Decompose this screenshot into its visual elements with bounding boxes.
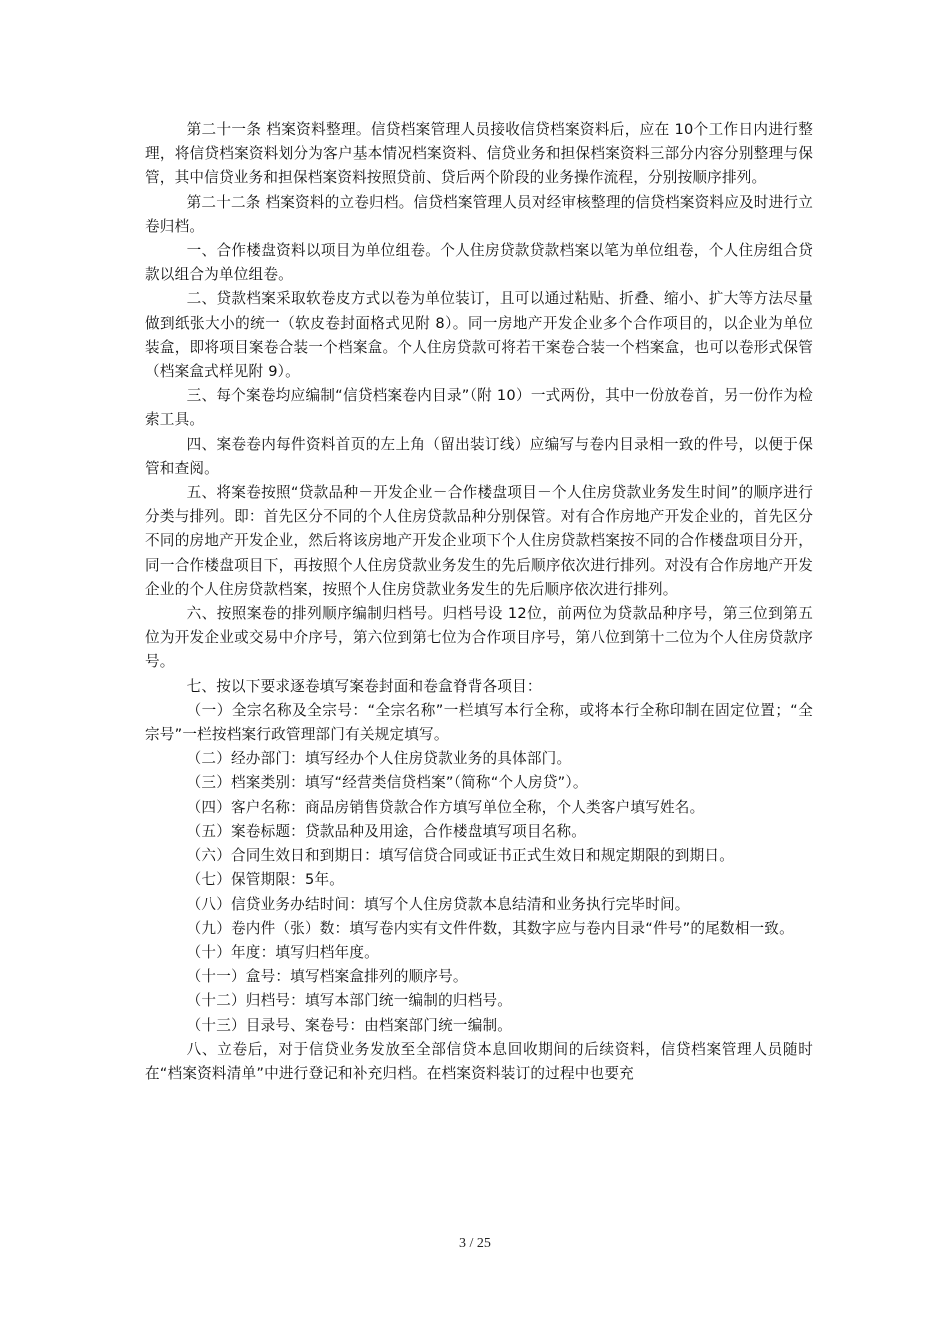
clause-6-paragraph: 六、按照案卷的排列顺序编制归档号。归档号设 12位，前两位为贷款品种序号，第三位到第五位为开发企业或交易中介序号，第六位到第七位为合作项目序号，第八位到第十二位为个人住房贷款序号。 [145,605,813,671]
item-9-paragraph: （九）卷内件（张）数：填写卷内实有文件件数，其数字应与卷内目录“件号”的尾数相一致。 [186,919,794,937]
item-12-paragraph: （十二）归档号：填写本部门统一编制的归档号。 [186,992,513,1010]
item-1-paragraph: （一）全宗名称及全宗号：“全宗名称”一栏填写本行全称，或将本行全称印制在固定位置；“全宗号”一栏按档案行政管理部门有关规定填写。 [145,701,813,744]
item-11-paragraph: （十一）盒号：填写档案盒排列的顺序号。 [186,968,468,986]
clause-7-paragraph: 七、按以下要求逐卷填写案卷封面和卷盒脊背各项目： [186,677,542,695]
item-4-paragraph: （四）客户名称：商品房销售贷款合作方填写单位全称，个人类客户填写姓名。 [186,798,705,816]
item-10-paragraph: （十）年度：填写归档年度。 [186,943,379,961]
item-2-paragraph: （二）经办部门：填写经办个人住房贷款业务的具体部门。 [186,750,572,768]
item-5-paragraph: （五）案卷标题：贷款品种及用途，合作楼盘填写项目名称。 [186,822,587,840]
clause-8-paragraph: 八、立卷后，对于信贷业务发放至全部信贷本息回收期间的后续资料，信贷档案管理人员随时在“档案资料清单”中进行登记和补充归档。在档案资料装订的过程中也要充 [145,1040,813,1082]
article-22-paragraph: 第二十二条 档案资料的立卷归档。信贷档案管理人员对经审核整理的信贷档案资料应及时进行立卷归档。 [145,193,813,235]
item-8-paragraph: （八）信贷业务办结时间：填写个人住房贷款本息结清和业务执行完毕时间。 [186,895,690,913]
clause-5-paragraph: 五、将案卷按照“贷款品种－开发企业－合作楼盘项目－个人住房贷款业务发生时间”的顺序进行分类与排列。即：首先区分不同的个人住房贷款品种分别保管。对有合作房地产开发企业的，首先区分不同的房地产开发企业，然后将该房地产开发企业项下个人住房贷款档案按不同的合作楼盘项目分开，同一合作楼盘项目下，再按照个人住房贷款业务发生的先后顺序依次进行排列。对没有合作房地产开发企业的个人住房贷款档案，按照个人住房贷款业务发生的先后顺序依次进行排列。 [145,484,813,598]
clause-3-paragraph: 三、每个案卷均应编制“信贷档案卷内目录”（附 10）一式两份，其中一份放卷首，另一份作为检索工具。 [145,387,813,429]
item-7-paragraph: （七）保管期限：5年。 [186,871,345,889]
item-13-paragraph: （十三）目录号、案卷号：由档案部门统一编制。 [186,1016,513,1034]
article-21-paragraph: 第二十一条 档案资料整理。信贷档案管理人员接收信贷档案资料后，应在 10个工作日内进行整理，将信贷档案资料划分为客户基本情况档案资料、信贷业务和担保档案资料三部分内容分别整理与保管，其中信贷业务和担保档案资料按照贷前、贷后两个阶段的业务操作流程，分别按顺序排列。 [145,121,813,187]
page-number: 3 / 25 [459,1236,491,1251]
clause-4-paragraph: 四、案卷卷内每件资料首页的左上角（留出装订线）应编写与卷内目录相一致的件号，以便于保管和查阅。 [145,435,813,477]
clause-2-paragraph: 二、贷款档案采取软卷皮方式以卷为单位装订，且可以通过粘贴、折叠、缩小、扩大等方法尽量做到纸张大小的统一（软皮卷封面格式见附 8）。同一房地产开发企业多个合作项目的，以企业为单位装盒，即将项目案卷合装一个档案盒。个人住房贷款可将若干案卷合装一个档案盒，也可以卷形式保管（档案盒式样见附 9）。 [145,290,813,381]
item-6-paragraph: （六）合同生效日和到期日：填写信贷合同或证书正式生效日和规定期限的到期日。 [186,847,734,865]
item-3-paragraph: （三）档案类别：填写“经营类信贷档案”（简称“个人房贷”）。 [186,774,588,792]
document-body [145,118,813,1086]
clause-1-paragraph: 一、合作楼盘资料以项目为单位组卷。个人住房贷款贷款档案以笔为单位组卷，个人住房组合贷款以组合为单位组卷。 [145,242,813,284]
